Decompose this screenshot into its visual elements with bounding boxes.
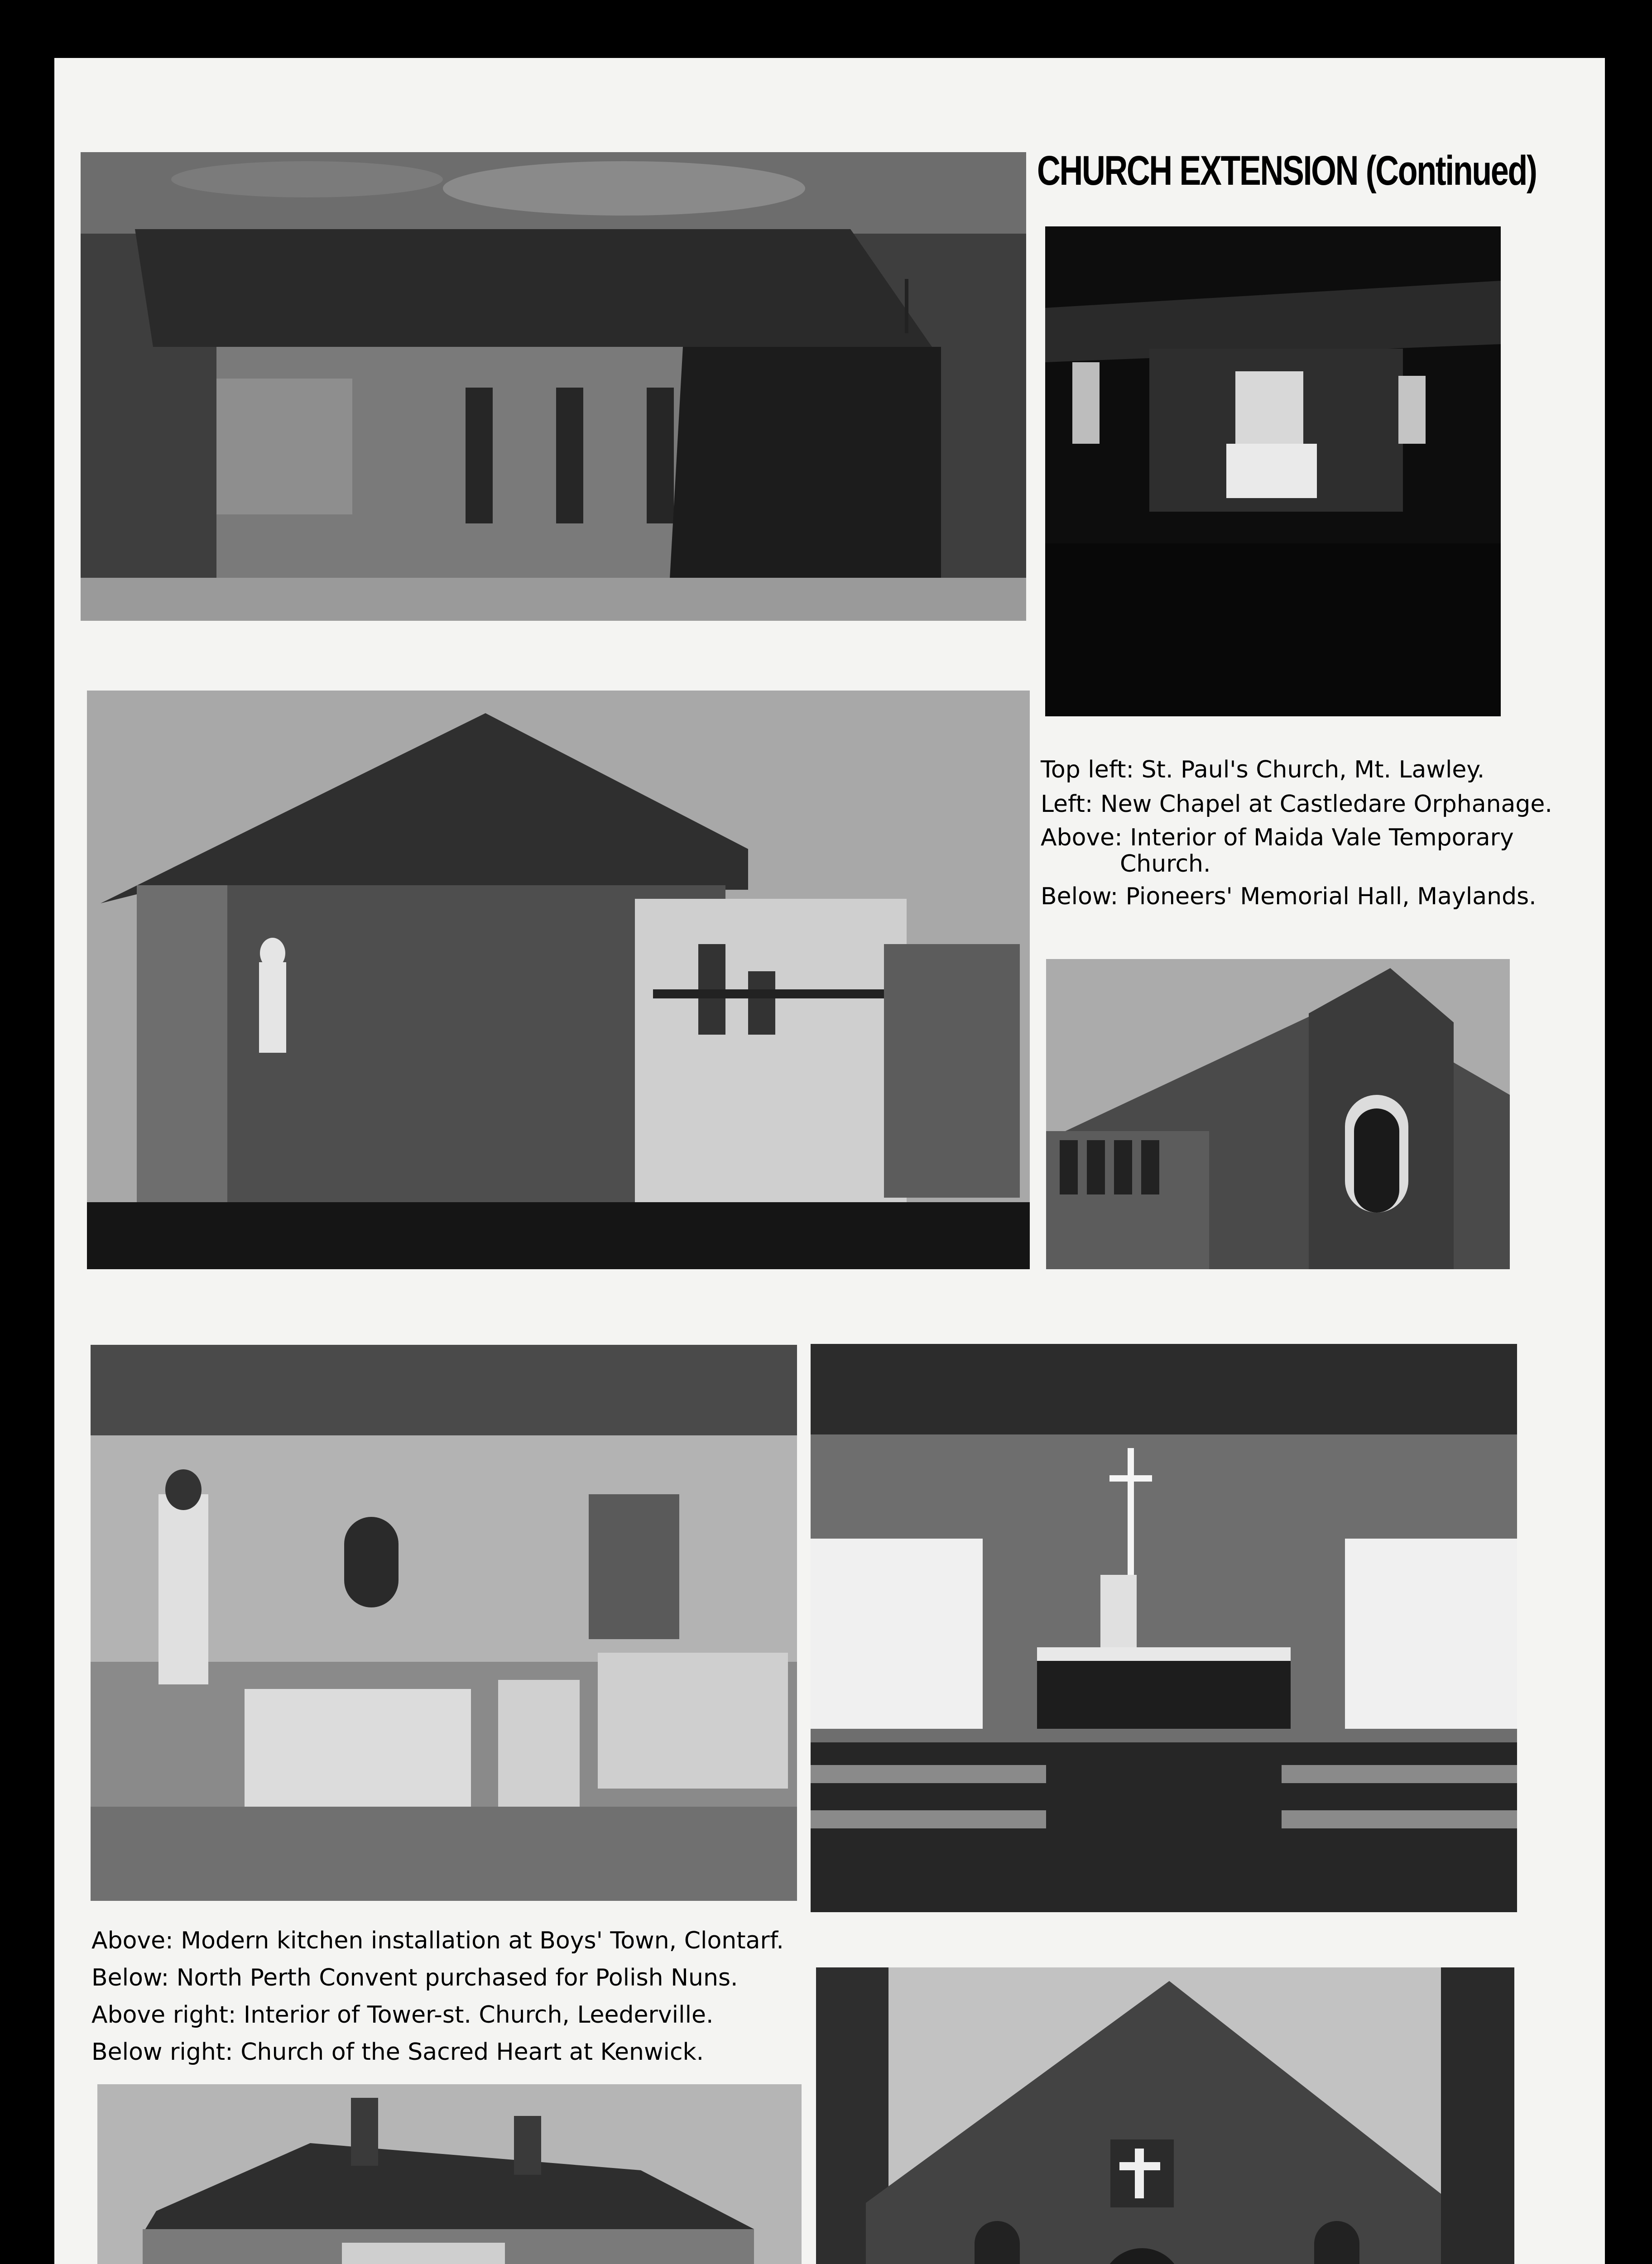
captions-top [1041, 753, 1552, 914]
captions-bottom [91, 1922, 784, 2071]
photo-sacred-heart-kenwick [816, 1967, 1514, 2264]
caption-line: Top left: St. Paul's Church, Mt. Lawley. [1041, 756, 1485, 783]
photo-maida-vale-interior [1045, 226, 1501, 716]
photo-pioneers-memorial-hall [1046, 959, 1510, 1269]
section-heading: CHURCH EXTENSION (Continued) [1037, 148, 1537, 194]
caption-line: Above: Interior of Maida Vale Temporary [1041, 824, 1514, 851]
photo-north-perth-convent [97, 2084, 802, 2264]
caption-line: Below: North Perth Convent purchased for Polish Nuns. [91, 1964, 738, 1991]
caption-line: Above right: Interior of Tower-st. Church, Leederville. [91, 2001, 714, 2029]
caption-line: Church. [1120, 850, 1211, 878]
caption-line: Left: New Chapel at Castledare Orphanage. [1041, 791, 1552, 818]
photo-st-pauls-church [81, 152, 1026, 621]
caption-line: Below: Pioneers' Memorial Hall, Maylands. [1041, 883, 1537, 910]
photo-tower-st-church-interior [811, 1344, 1517, 1912]
photo-boys-town-kitchen [91, 1345, 797, 1901]
photo-castledare-chapel [87, 691, 1030, 1269]
caption-line: Above: Modern kitchen installation at Boys' Town, Clontarf. [91, 1927, 784, 1954]
caption-line: Below right: Church of the Sacred Heart at Kenwick. [91, 2039, 704, 2066]
